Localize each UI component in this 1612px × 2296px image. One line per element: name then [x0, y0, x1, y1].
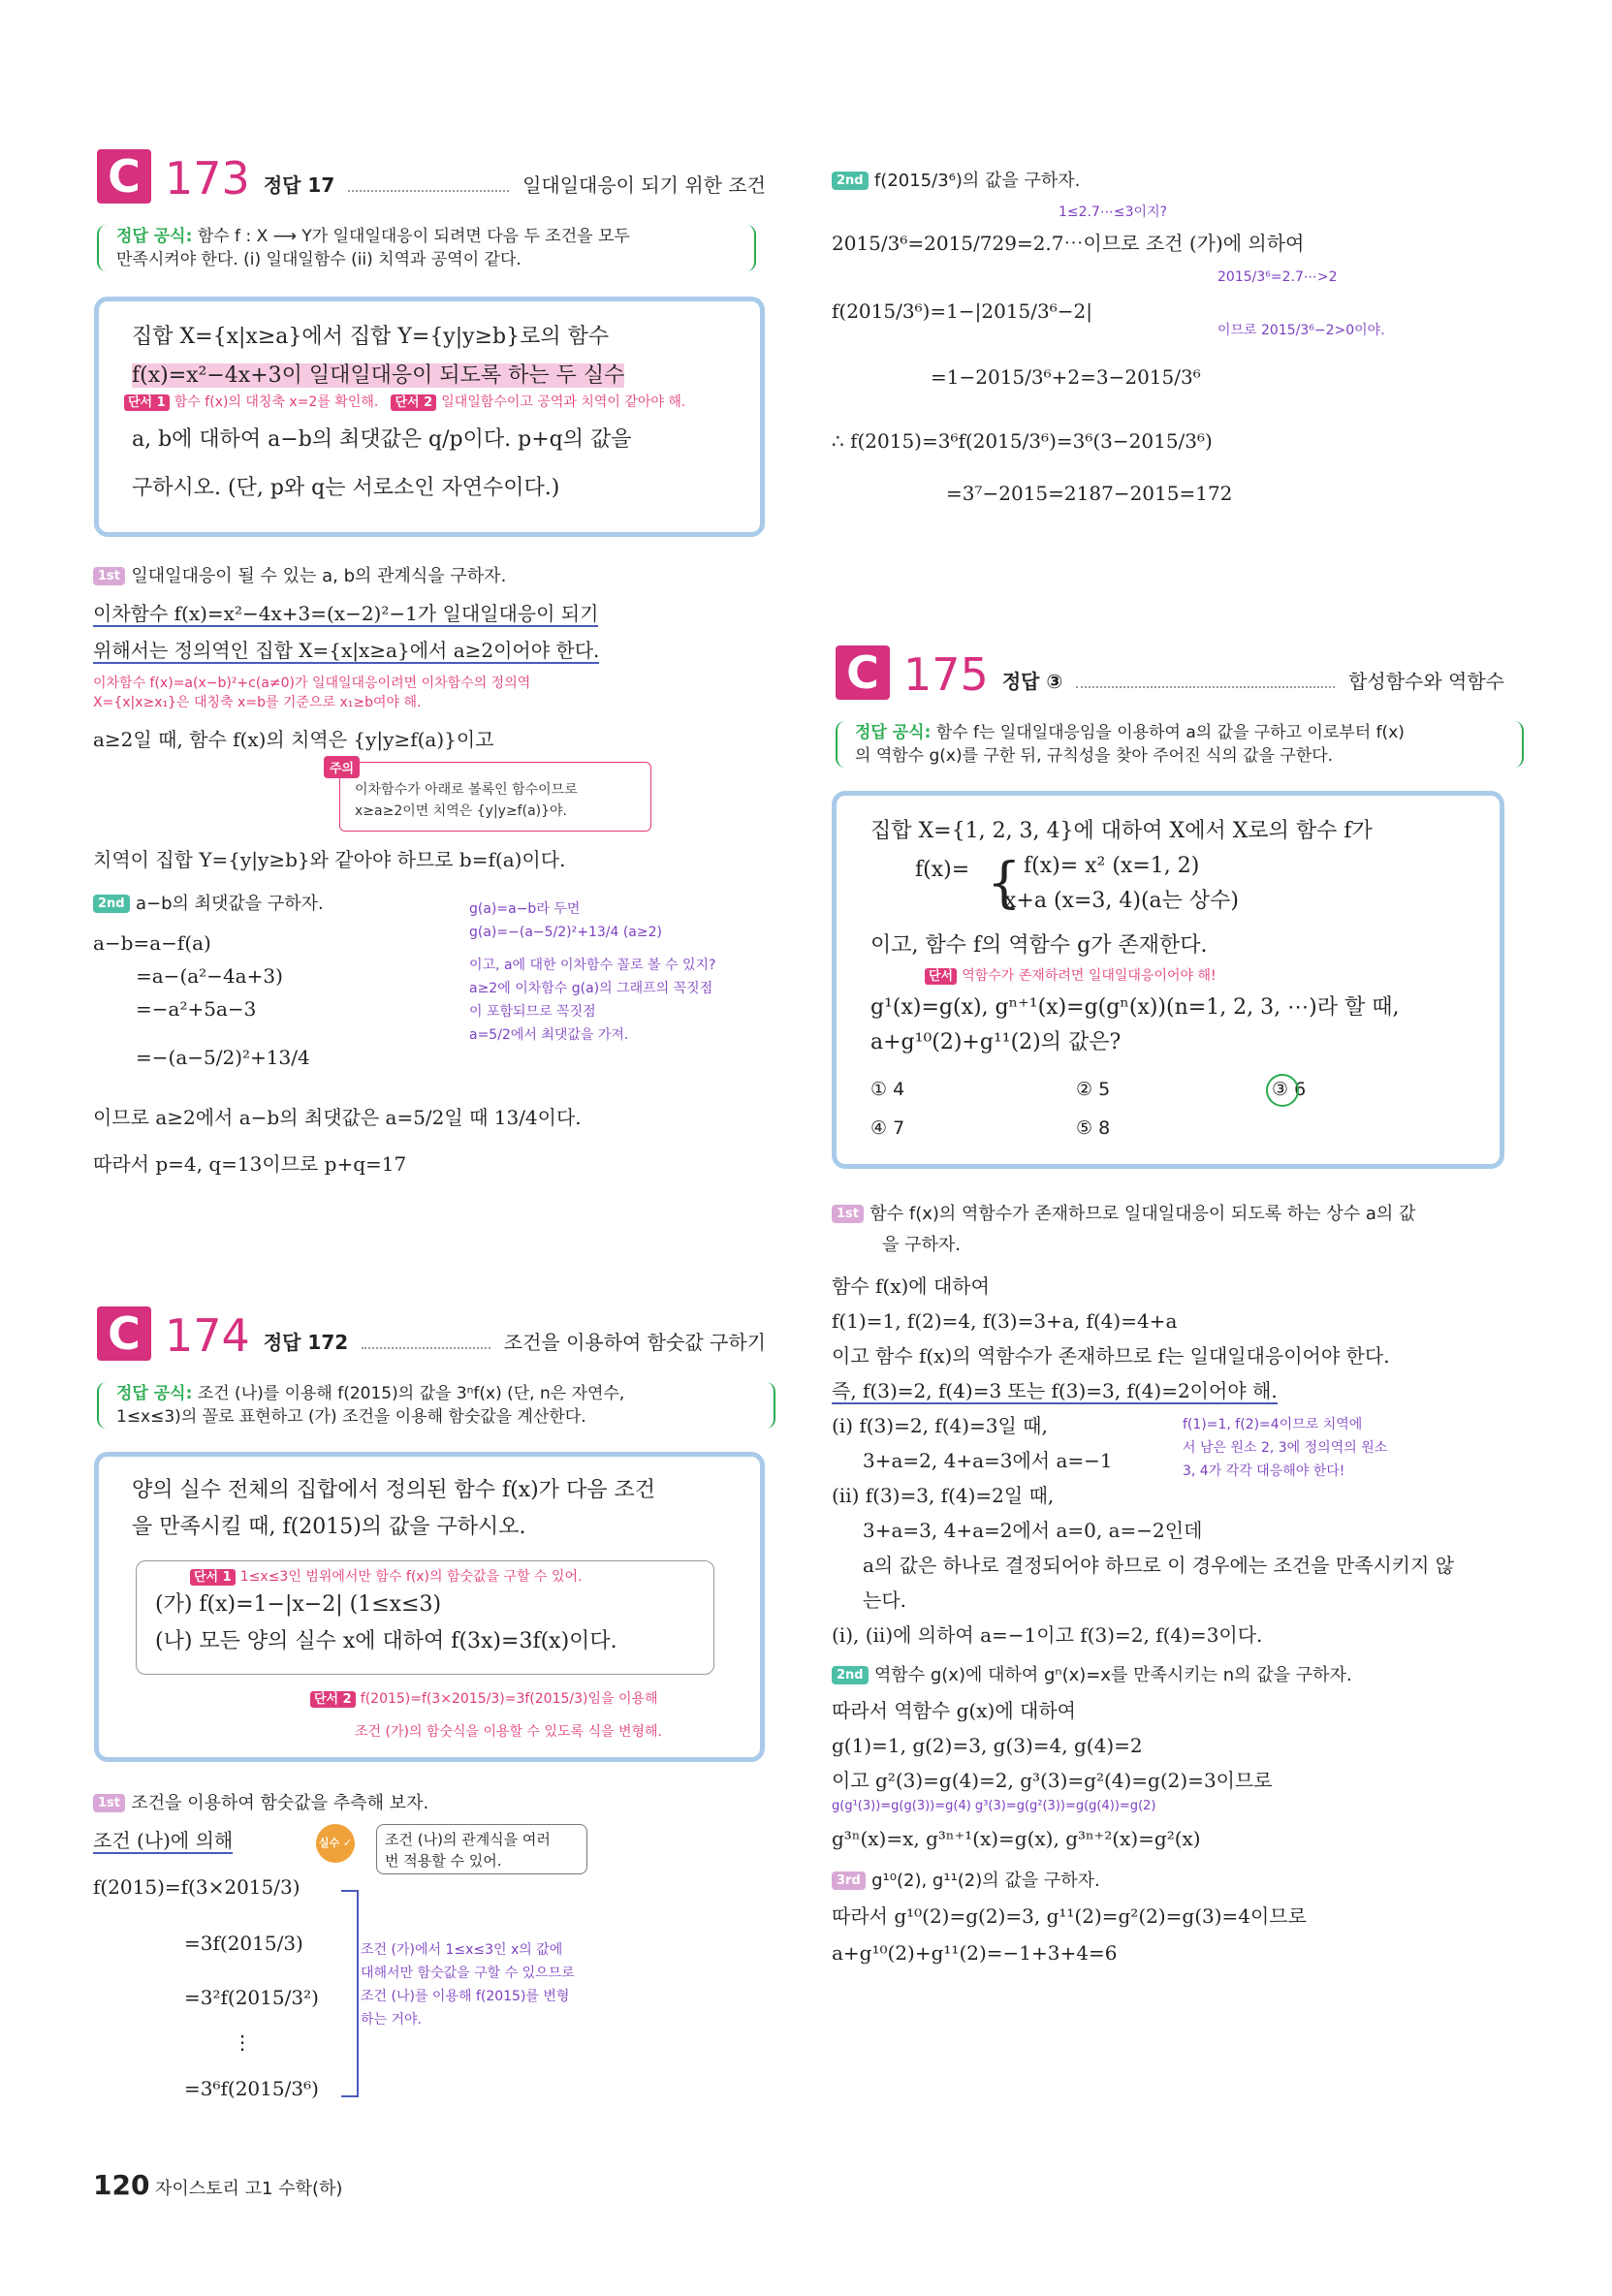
- solution-line: 이차함수 f(x)=x²−4x+3=(x−2)²−1가 일대일대응이 되기: [93, 602, 599, 625]
- side-note: f(1)=1, f(2)=4이므로 치역에 서 남은 원소 2, 3에 정의역의 원소 3, 4가 각각 대응해야 한다!: [1183, 1417, 1388, 1479]
- solution-line: g³ⁿ(x)=x, g³ⁿ⁺¹(x)=g(x), g³ⁿ⁺²(x)=g²(x): [832, 1827, 1201, 1850]
- step-text: f(2015/3⁶)의 값을 구하자.: [873, 171, 1081, 191]
- topic-label: 일대일대응이 되기 위한 조건: [522, 173, 766, 197]
- choice[interactable]: ④ 7: [870, 1117, 905, 1139]
- hint-text: 함수 f(x)의 대칭축 x=2를 확인해.: [174, 394, 379, 410]
- dot-leader: [362, 1347, 490, 1349]
- hint-row: [310, 1688, 658, 1708]
- problem-number: 175: [903, 648, 989, 701]
- choice-selected[interactable]: ③ 6: [1272, 1079, 1307, 1100]
- hint-tag: 단서 2: [310, 1691, 356, 1708]
- caution-line: x≥a≥2이면 치역은 {y|y≥f(a)}야.: [355, 803, 567, 819]
- hint-tag: 단서 1: [124, 394, 170, 411]
- solution-line: 위해서는 정의역인 집합 X={x|x≥a}에서 a≥2이어야 한다.: [93, 639, 600, 662]
- step-tag: 1st: [93, 1794, 125, 1812]
- question-line: 집합 X={1, 2, 3, 4}에 대하여 X에서 X로의 함수 f가: [870, 819, 1373, 843]
- formula-line: 조건 (나)를 이용해 f(2015)의 값을 3ⁿf(x) (단, n은 자연수,: [197, 1384, 625, 1403]
- calc-line: f(2015)=f(3×2015/3): [93, 1875, 300, 1899]
- side-note: 이므로 2015/3⁶−2>0이야.: [1217, 323, 1385, 338]
- problem-number: 173: [165, 152, 250, 204]
- step-tag: 2nd: [832, 1666, 869, 1684]
- step-text: 함수 f(x)의 역함수가 존재하므로 일대일대응이 되도록 하는 상수 a의 값: [869, 1204, 1416, 1224]
- step-text: g¹⁰(2), g¹¹(2)의 값을 구하자.: [871, 1871, 1100, 1891]
- question-line: g¹(x)=g(x), gⁿ⁺¹(x)=g(gⁿ(x))(n=1, 2, 3, ⋯)라 할 때,: [870, 995, 1400, 1020]
- question-line: 집합 X={x|x≥a}에서 집합 Y={y|y≥b}로의 함수: [132, 325, 610, 349]
- solution-line: (i), (ii)에 의하여 a=−1이고 f(3)=2, f(4)=3이다.: [832, 1623, 1263, 1647]
- answer-label: 정답 172: [263, 1331, 349, 1354]
- formula-label: 정답 공식:: [116, 227, 193, 246]
- step-tag: 3rd: [832, 1871, 866, 1890]
- solution-line: 따라서 p=4, q=13이므로 p+q=17: [93, 1152, 407, 1176]
- calc-line: ⋮: [233, 2030, 252, 2054]
- step-tag: 1st: [93, 567, 125, 585]
- solution-line: f(2015/3⁶)=1−|2015/3⁶−2|: [832, 299, 1092, 323]
- answer-label: 정답 17: [263, 173, 335, 197]
- brace: {: [987, 852, 1022, 915]
- formula-line: 만족시켜야 한다. (i) 일대일함수 (ii) 치역과 공역이 같다.: [116, 250, 522, 269]
- choice[interactable]: ⑤ 8: [1076, 1117, 1111, 1139]
- step-text: a−b의 최댓값을 구하자.: [135, 894, 324, 914]
- side-note: 1≤2.7⋯≤3이지?: [1059, 204, 1168, 220]
- step-heading: [93, 1787, 428, 1818]
- tip-box: 조건 (나)의 관계식을 여러 번 적용할 수 있어.: [376, 1824, 587, 1874]
- solution-line: 따라서 g¹⁰(2)=g(2)=3, g¹¹(2)=g²(2)=g(3)=4이므로: [832, 1904, 1307, 1928]
- condition-a: (가) f(x)=1−|x−2| (1≤x≤3): [155, 1592, 442, 1617]
- caution-tag: 주의: [324, 756, 360, 778]
- formula-label: 정답 공식:: [855, 723, 932, 742]
- solution-line: a≥2일 때, 함수 f(x)의 치역은 {y|y≥f(a)}이고: [93, 728, 494, 751]
- question-line: f(x)=x²−4x+3이 일대일대응이 되도록 하는 두 실수: [132, 363, 625, 388]
- step-heading: [832, 1659, 1352, 1690]
- topic-label: 조건을 이용하여 함숫값 구하기: [503, 1331, 766, 1354]
- hint-row: [190, 1566, 583, 1586]
- calc-line: =a−(a²−4a+3): [136, 964, 283, 988]
- calc-line: =−a²+5a−3: [136, 997, 257, 1021]
- calc-line: a−b=a−f(a): [93, 931, 211, 955]
- solution-line: 는다.: [863, 1588, 906, 1612]
- hint-text: 1≤x≤3인 범위에서만 함수 f(x)의 함숫값을 구할 수 있어.: [239, 1569, 583, 1585]
- question-line: 이고, 함수 f의 역함수 g가 존재한다.: [870, 933, 1208, 958]
- calc-line: =3f(2015/3): [184, 1932, 303, 1955]
- side-note: g(a)=a−b라 두면 g(a)=−(a−5/2)²+13/4 (a≥2) 이고, a에 대한 이차함수 꼴로 볼 수 있지? a≥2에 이차함수 g(a)의 그래프의 꼭짓점 이 포함되므로 꼭짓점 a=5/2에서 최댓값을 가져.: [469, 901, 716, 1043]
- solution-line: a의 값은 하나로 결정되어야 하므로 이 경우에는 조건을 만족시키지 않: [863, 1554, 1455, 1577]
- step-text: 일대일대응이 될 수 있는 a, b의 관계식을 구하자.: [131, 566, 507, 586]
- answer-circle-mark: [1266, 1074, 1299, 1107]
- c-badge: C: [97, 149, 151, 204]
- formula-line: 의 역함수 g(x)를 구한 뒤, 규칙성을 찾아 주어진 식의 값을 구한다.: [855, 746, 1334, 766]
- step-heading: [832, 1865, 1100, 1896]
- answer-label: 정답 ③: [1001, 670, 1063, 693]
- question-line: 을 만족시킬 때, f(2015)의 값을 구하시오.: [132, 1515, 526, 1539]
- book-title: 자이스토리 고1 수학(하): [155, 2179, 343, 2199]
- solution-line: 따라서 역함수 g(x)에 대하여: [832, 1699, 1076, 1722]
- solution-line: 함수 f(x)에 대하여: [832, 1274, 990, 1298]
- condition-b: (나) 모든 양의 실수 x에 대하여 f(3x)=3f(x)이다.: [155, 1629, 617, 1653]
- step-heading: [93, 560, 506, 591]
- step-text: 조건을 이용하여 함숫값을 추측해 보자.: [131, 1793, 429, 1813]
- step-tag: 2nd: [93, 895, 130, 913]
- solution-line: 3+a=2, 4+a=3에서 a=−1: [863, 1449, 1113, 1472]
- problem-175-header: [836, 645, 1504, 700]
- step-heading: [832, 1198, 1415, 1229]
- note-line: 이차함수 f(x)=a(x−b)²+c(a≠0)가 일대일대응이려면 이차함수의 정의역: [93, 676, 531, 691]
- hint-text: 일대일함수이고 공역과 치역이 같아야 해.: [441, 394, 686, 410]
- solution-line: 이고 함수 f(x)의 역함수가 존재하므로 f는 일대일대응이어야 한다.: [832, 1344, 1390, 1368]
- formula-line: 함수 f : X ⟶ Y가 일대일대응이 되려면 다음 두 조건을 모두: [197, 227, 630, 246]
- formula-box-173: [97, 225, 756, 271]
- hint-row: [925, 965, 1217, 985]
- c-badge: C: [97, 1306, 151, 1361]
- topic-label: 합성함수와 역함수: [1348, 670, 1504, 693]
- problem-174-header: [97, 1306, 766, 1361]
- solution-line: 3+a=3, 4+a=2에서 a=0, a=−2인데: [863, 1519, 1203, 1542]
- tip-badge: 실수 ✓: [316, 1824, 355, 1863]
- step-heading: [832, 165, 1080, 196]
- solution-line: =3⁷−2015=2187−2015=172: [946, 482, 1233, 505]
- question-line: 구하시오. (단, p와 q는 서로소인 자연수이다.): [132, 476, 560, 500]
- question-line: f(x)=: [915, 858, 970, 882]
- solution-line: 이므로 a≥2에서 a−b의 최댓값은 a=5/2일 때 13/4이다.: [93, 1106, 582, 1129]
- problem-173-header: [97, 149, 766, 204]
- solution-line: =1−2015/3⁶+2=3−2015/3⁶: [931, 365, 1201, 389]
- caution-line: 이차함수가 아래로 볼록인 함수이므로: [355, 782, 578, 798]
- calc-line: =3²f(2015/3²): [184, 1986, 319, 2009]
- step-heading: [93, 888, 324, 919]
- solution-line: a+g¹⁰(2)+g¹¹(2)=−1+3+4=6: [832, 1941, 1118, 1965]
- hint-tag: 단서 1: [190, 1569, 236, 1586]
- question-line: 양의 실수 전체의 집합에서 정의된 함수 f(x)가 다음 조건: [132, 1478, 655, 1502]
- note-line: X={x|x≥x₁}은 대칭축 x=b를 기준으로 x₁≥b여야 해.: [93, 695, 422, 710]
- calc-line: =3⁶f(2015/3⁶): [184, 2077, 319, 2100]
- hint-text: f(2015)=f(3×2015/3)=3f(2015/3)임을 이용해: [360, 1691, 658, 1707]
- solution-line: 치역이 집합 Y={y|y≥b}와 같아야 하므로 b=f(a)이다.: [93, 848, 566, 871]
- solution-line: 즉, f(3)=2, f(4)=3 또는 f(3)=3, f(4)=2이어야 해.: [832, 1379, 1278, 1402]
- question-line: f(x)= x² (x=1, 2): [1024, 854, 1200, 878]
- choice[interactable]: ① 4: [870, 1079, 905, 1100]
- solution-line: 2015/3⁶=2015/729=2.7⋯이므로 조건 (가)에 의하여: [832, 232, 1305, 255]
- formula-label: 정답 공식:: [116, 1384, 193, 1403]
- formula-line: 함수 f는 일대일대응임을 이용하여 a의 값을 구하고 이로부터 f(x): [935, 723, 1405, 742]
- hint-text: 역함수가 존재하려면 일대일대응이어야 해!: [962, 968, 1217, 984]
- formula-line: 1≤x≤3)의 꼴로 표현하고 (가) 조건을 이용해 함숫값을 계산한다.: [116, 1407, 586, 1427]
- formula-box-174: [97, 1382, 775, 1429]
- calc-line: =−(a−5/2)²+13/4: [136, 1046, 310, 1069]
- solution-line: 이고 g²(3)=g(4)=2, g³(3)=g²(4)=g(2)=3이므로: [832, 1769, 1273, 1792]
- solution-line: g(1)=1, g(2)=3, g(3)=4, g(4)=2: [832, 1734, 1143, 1757]
- side-note: 2015/3⁶=2.7⋯>2: [1217, 269, 1338, 285]
- question-line: a+g¹⁰(2)+g¹¹(2)의 값은?: [870, 1030, 1122, 1054]
- problem-number: 174: [165, 1309, 250, 1362]
- hint-row: [124, 392, 685, 411]
- solution-line: (ii) f(3)=3, f(4)=2일 때,: [832, 1484, 1055, 1507]
- side-note: g(g¹(3))=g(g(3))=g(4) g³(3)=g(g²(3))=g(g(4))=g(2): [832, 1799, 1156, 1813]
- dot-leader: [1076, 686, 1335, 688]
- dot-leader: [348, 190, 509, 192]
- choice[interactable]: ② 5: [1076, 1079, 1111, 1100]
- side-note: 조건 (가)에서 1≤x≤3인 x의 값에 대해서만 함숫값을 구할 수 있으므로 조건 (나)를 이용해 f(2015)를 변형 하는 거야.: [361, 1942, 575, 2028]
- step-text: 역함수 g(x)에 대하여 gⁿ(x)=x를 만족시키는 n의 값을 구하자.: [873, 1665, 1352, 1685]
- hint-tag: 단서: [925, 968, 957, 985]
- formula-box-175: [836, 721, 1524, 768]
- c-badge: C: [836, 645, 890, 700]
- page-number: 120: [93, 2169, 150, 2201]
- step-text: 을 구하자.: [882, 1235, 961, 1255]
- solution-line: ∴ f(2015)=3⁶f(2015/3⁶)=3⁶(3−2015/3⁶): [832, 429, 1213, 453]
- hint-text: 조건 (가)의 함숫식을 이용할 수 있도록 식을 변형해.: [355, 1724, 663, 1740]
- bracket: [341, 1890, 359, 2097]
- solution-line: (i) f(3)=2, f(4)=3일 때,: [832, 1414, 1048, 1437]
- solution-line: f(1)=1, f(2)=4, f(3)=3+a, f(4)=4+a: [832, 1309, 1178, 1333]
- solution-line: 조건 (나)에 의해: [93, 1829, 234, 1852]
- step-tag: 2nd: [832, 172, 869, 190]
- step-tag: 1st: [832, 1205, 864, 1223]
- question-line: a, b에 대하여 a−b의 최댓값은 q/p이다. p+q의 값을: [132, 427, 632, 452]
- question-line: x+a (x=3, 4)(a는 상수): [1004, 889, 1239, 913]
- hint-tag: 단서 2: [391, 394, 436, 411]
